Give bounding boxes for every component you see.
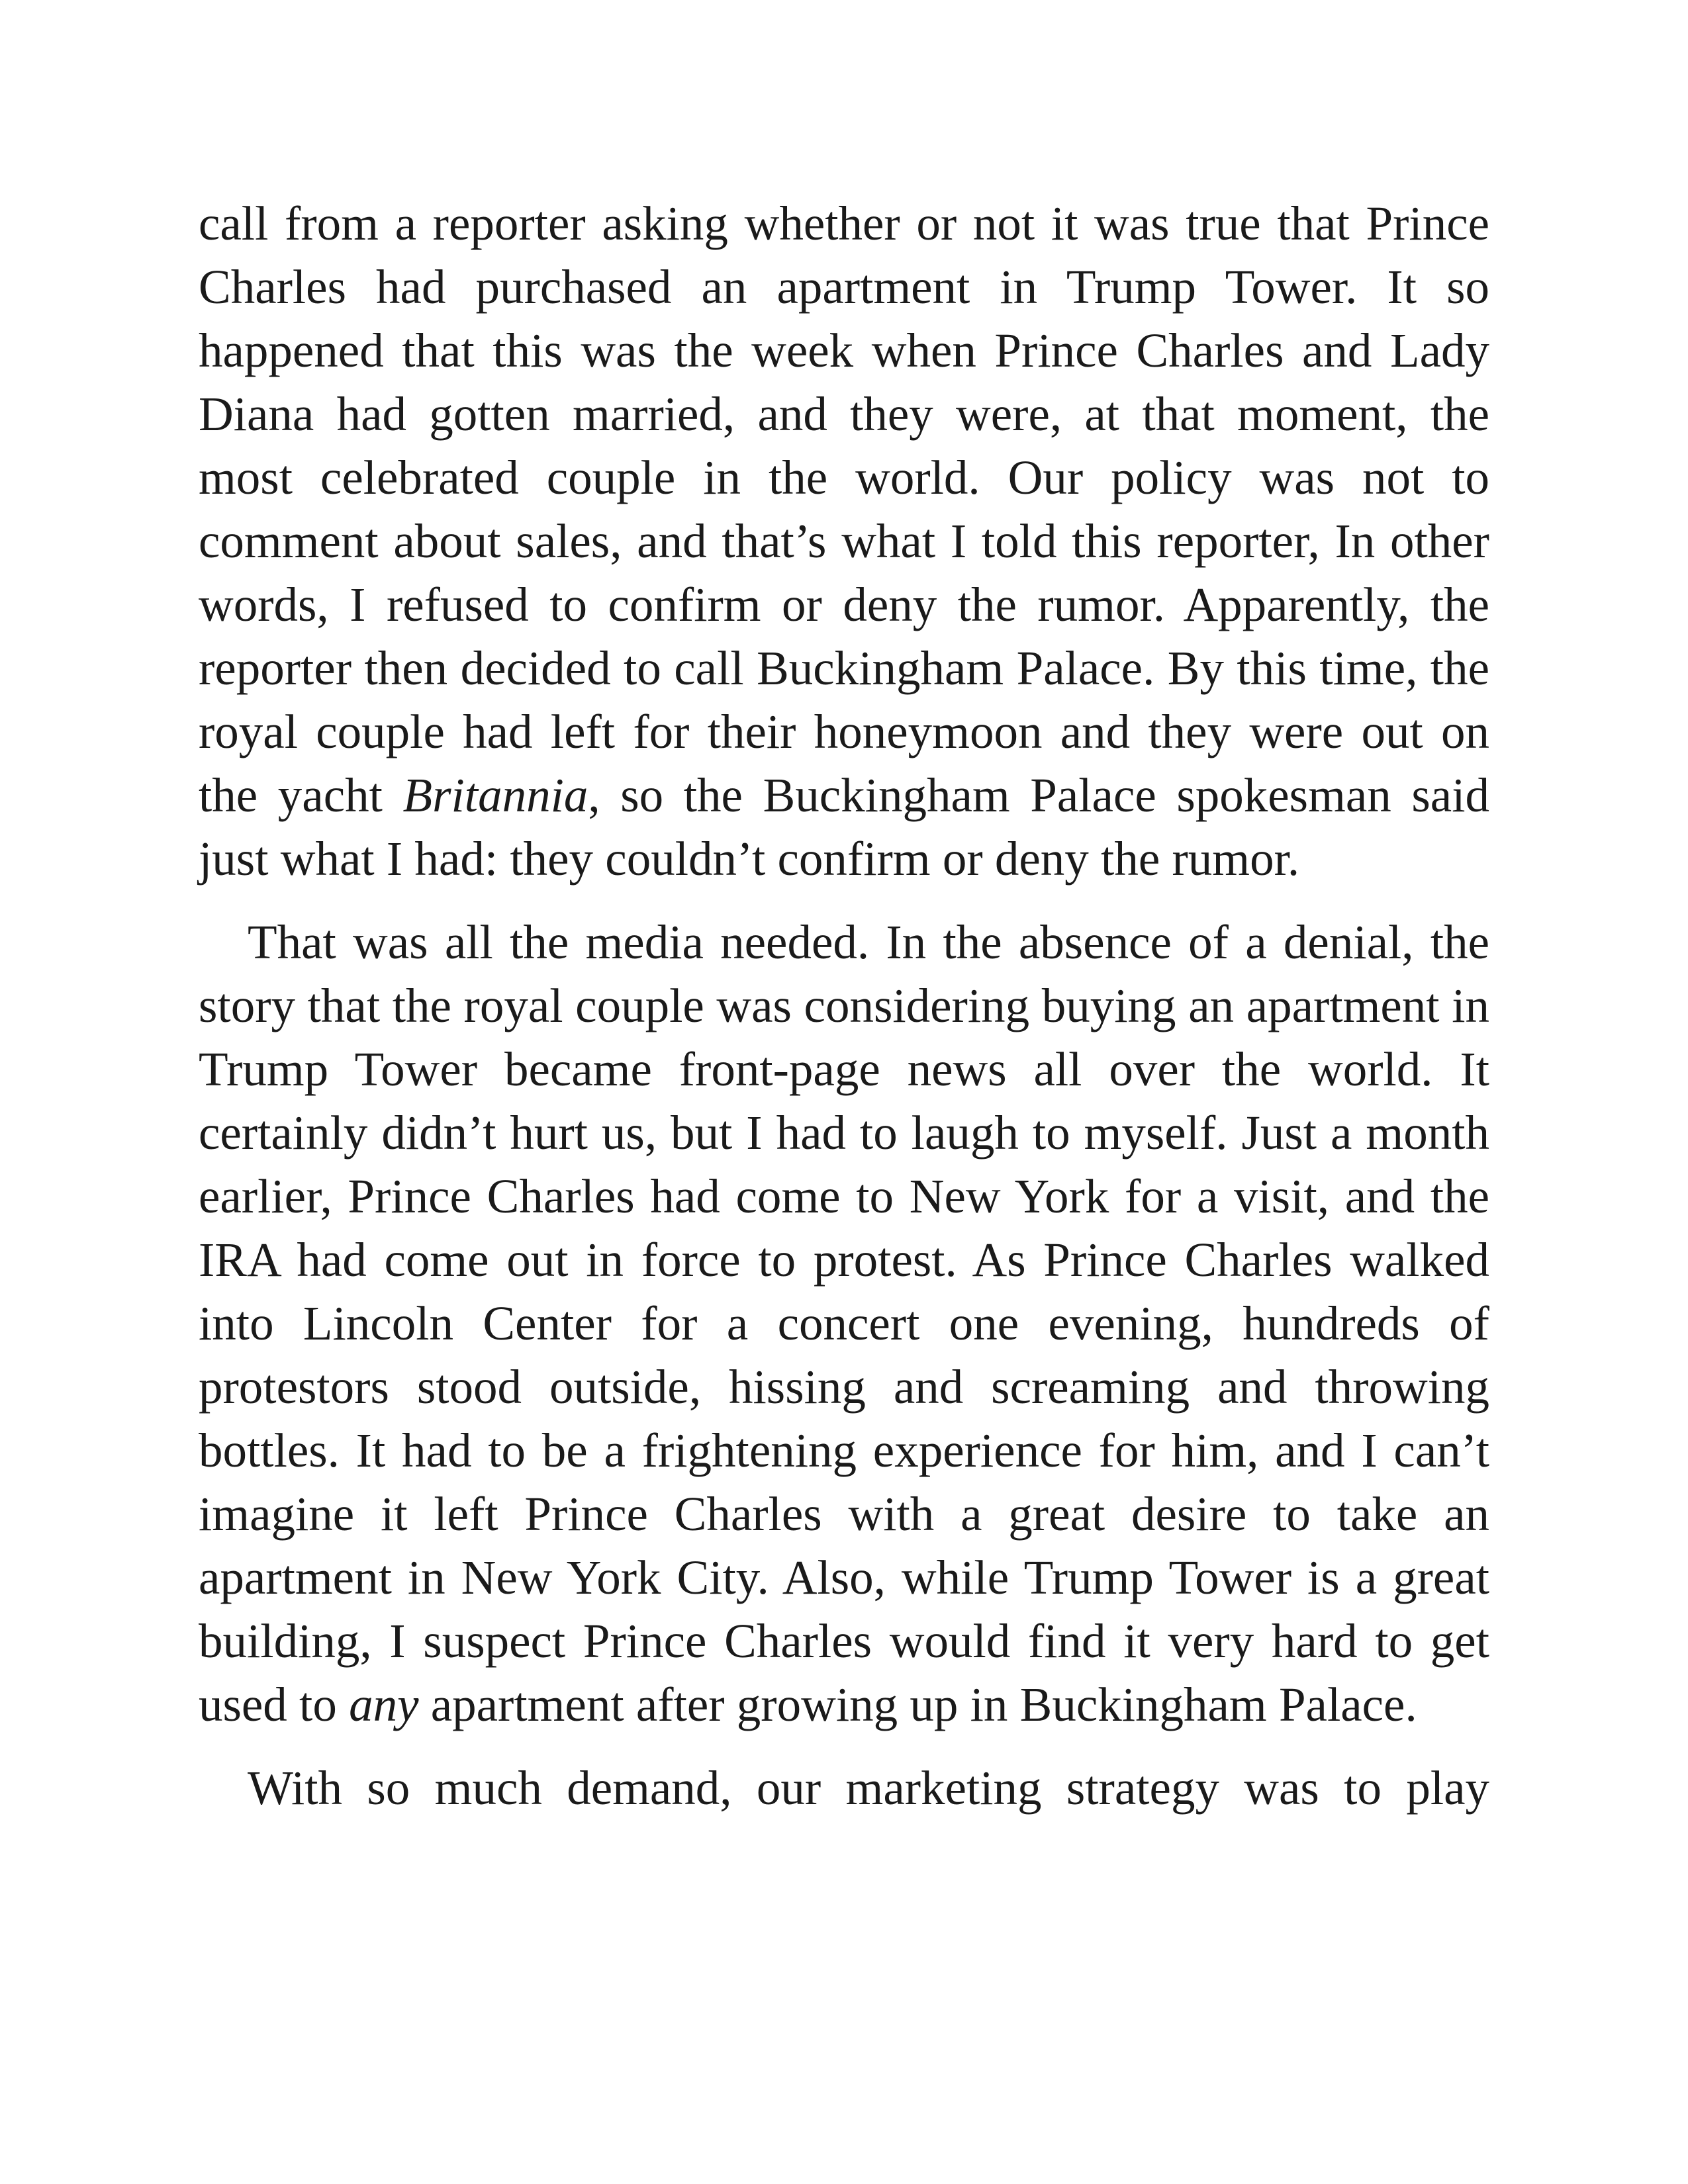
text-segment: With so much demand, our marketing strategy was to play: [248, 1761, 1489, 1815]
paragraph-2: [199, 911, 1489, 1737]
italic-text-segment: any: [349, 1678, 419, 1731]
text-segment: That was all the media needed. In the absence of a denial, the story that the royal couple was considering buying an apartment in Trump Tower became front-page news all over the world. It certainly didn’t hurt us, but I had to laugh to myself. Just a month earlier, Prince Charles had come to New York for a visit, and the IRA had come out in force to protest. As Prince Charles walked into Lincoln Center for a concert one evening, hundreds of protestors stood outside, hissing and screaming and throwing bottles. It had to be a frightening experience for him, and I can’t imagine it left Prince Charles with a great desire to take an apartment in New York City. Also, while Trump Tower is a great building, I suspect Prince Charles would find it very hard to get used to: [199, 915, 1489, 1731]
text-segment: , so the Buckingham Palace spokesman said just what I had: they couldn’t confirm or deny the rumor.: [199, 768, 1489, 886]
paragraph-3: [199, 1756, 1489, 1820]
italic-text-segment: Britannia: [402, 768, 588, 822]
text-segment: call from a reporter asking whether or not it was true that Prince Charles had purchased an apartment in Trump Tower. It so happened that this was the week when Prince Charles and Lady Diana had gotten married, and they were, at that moment, the most celebrated couple in the world. Our policy was not to comment about sales, and that’s what I told this reporter, In other words, I refused to confirm or deny the rumor. Apparently, the reporter then decided to call Buckingham Palace. By this time, the royal couple had left for their honeymoon and they were out on the yacht: [199, 197, 1489, 822]
book-page: [199, 192, 1489, 1820]
paragraph-1: [199, 192, 1489, 891]
text-segment: apartment after growing up in Buckingham Palace.: [418, 1678, 1417, 1731]
